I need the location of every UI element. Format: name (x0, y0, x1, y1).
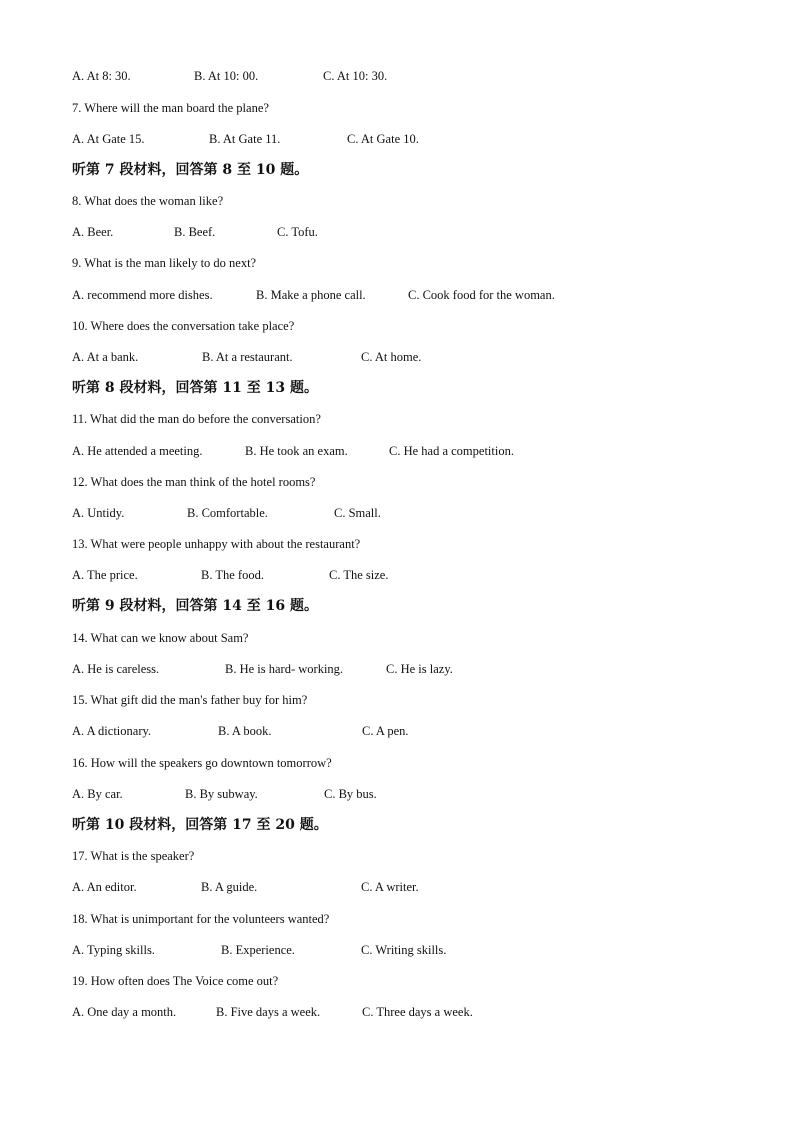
option-row (72, 349, 672, 365)
option-row (72, 1004, 672, 1020)
question-text: 11. What did the man do before the conversation? (72, 412, 321, 426)
option-a: A. At 8: 30. (72, 69, 131, 83)
option-b: B. Make a phone call. (256, 288, 366, 302)
option-row (72, 661, 672, 677)
option-a: A. recommend more dishes. (72, 288, 213, 302)
section-heading: 听第 7 段材料，回答第 8 至 10 题。 (72, 162, 309, 178)
question-text: 12. What does the man think of the hotel rooms? (72, 475, 316, 489)
option-a: A. Typing skills. (72, 943, 155, 957)
section-heading: 听第 8 段材料，回答第 11 至 13 题。 (72, 380, 318, 396)
question-text: 15. What gift did the man's father buy for him? (72, 693, 308, 707)
option-a: A. He is careless. (72, 662, 160, 676)
option-row (72, 723, 672, 739)
option-c: C. Writing skills. (361, 943, 447, 957)
option-a: A. At Gate 15. (72, 132, 145, 146)
option-b: B. Experience. (221, 943, 295, 957)
option-c: C. Small. (334, 506, 381, 520)
option-row (72, 287, 672, 303)
option-c: C. A pen. (362, 724, 409, 738)
option-a: A. A dictionary. (72, 724, 152, 738)
section-heading: 听第 9 段材料，回答第 14 至 16 题。 (72, 598, 318, 614)
option-row (72, 786, 672, 802)
option-c: C. At 10: 30. (323, 69, 388, 83)
option-b: B. He is hard- working. (225, 662, 344, 676)
option-a: A. The price. (72, 568, 138, 582)
option-row (72, 68, 672, 84)
option-b: B. The food. (201, 568, 264, 582)
question-text: 16. How will the speakers go downtown tomorrow? (72, 756, 332, 770)
option-b: B. At Gate 11. (209, 132, 281, 146)
option-row (72, 942, 672, 958)
option-a: A. By car. (72, 787, 123, 801)
question-text: 19. How often does The Voice come out? (72, 974, 279, 988)
option-a: A. At a bank. (72, 350, 139, 364)
question-text: 7. Where will the man board the plane? (72, 101, 269, 115)
option-row (72, 505, 672, 521)
option-a: A. He attended a meeting. (72, 444, 203, 458)
question-text: 14. What can we know about Sam? (72, 631, 249, 645)
question-text: 9. What is the man likely to do next? (72, 256, 257, 270)
option-row (72, 879, 672, 895)
option-row (72, 224, 672, 240)
option-c: C. Cook food for the woman. (408, 288, 555, 302)
option-c: C. He had a competition. (389, 444, 514, 458)
option-c: C. Tofu. (277, 225, 318, 239)
option-b: B. Five days a week. (216, 1005, 321, 1019)
option-b: B. At a restaurant. (202, 350, 293, 364)
option-a: A. Untidy. (72, 506, 125, 520)
option-c: C. He is lazy. (386, 662, 453, 676)
question-text: 18. What is unimportant for the volunteers wanted? (72, 912, 330, 926)
option-c: C. Three days a week. (362, 1005, 473, 1019)
question-text: 17. What is the speaker? (72, 849, 195, 863)
option-c: C. At Gate 10. (347, 132, 419, 146)
option-row (72, 443, 672, 459)
option-row (72, 567, 672, 583)
section-heading: 听第 10 段材料，回答第 17 至 20 题。 (72, 817, 328, 833)
option-a: A. An editor. (72, 880, 137, 894)
option-b: B. Comfortable. (187, 506, 268, 520)
option-b: B. Beef. (174, 225, 216, 239)
option-c: C. The size. (329, 568, 389, 582)
option-a: A. Beer. (72, 225, 114, 239)
question-text: 10. Where does the conversation take place? (72, 319, 295, 333)
question-text: 13. What were people unhappy with about the restaurant? (72, 537, 361, 551)
option-c: C. At home. (361, 350, 422, 364)
option-b: B. He took an exam. (245, 444, 348, 458)
option-b: B. At 10: 00. (194, 69, 259, 83)
option-b: B. A guide. (201, 880, 258, 894)
option-c: C. By bus. (324, 787, 377, 801)
question-text: 8. What does the woman like? (72, 194, 224, 208)
option-b: B. By subway. (185, 787, 258, 801)
option-a: A. One day a month. (72, 1005, 177, 1019)
option-b: B. A book. (218, 724, 272, 738)
option-c: C. A writer. (361, 880, 419, 894)
option-row (72, 131, 672, 147)
